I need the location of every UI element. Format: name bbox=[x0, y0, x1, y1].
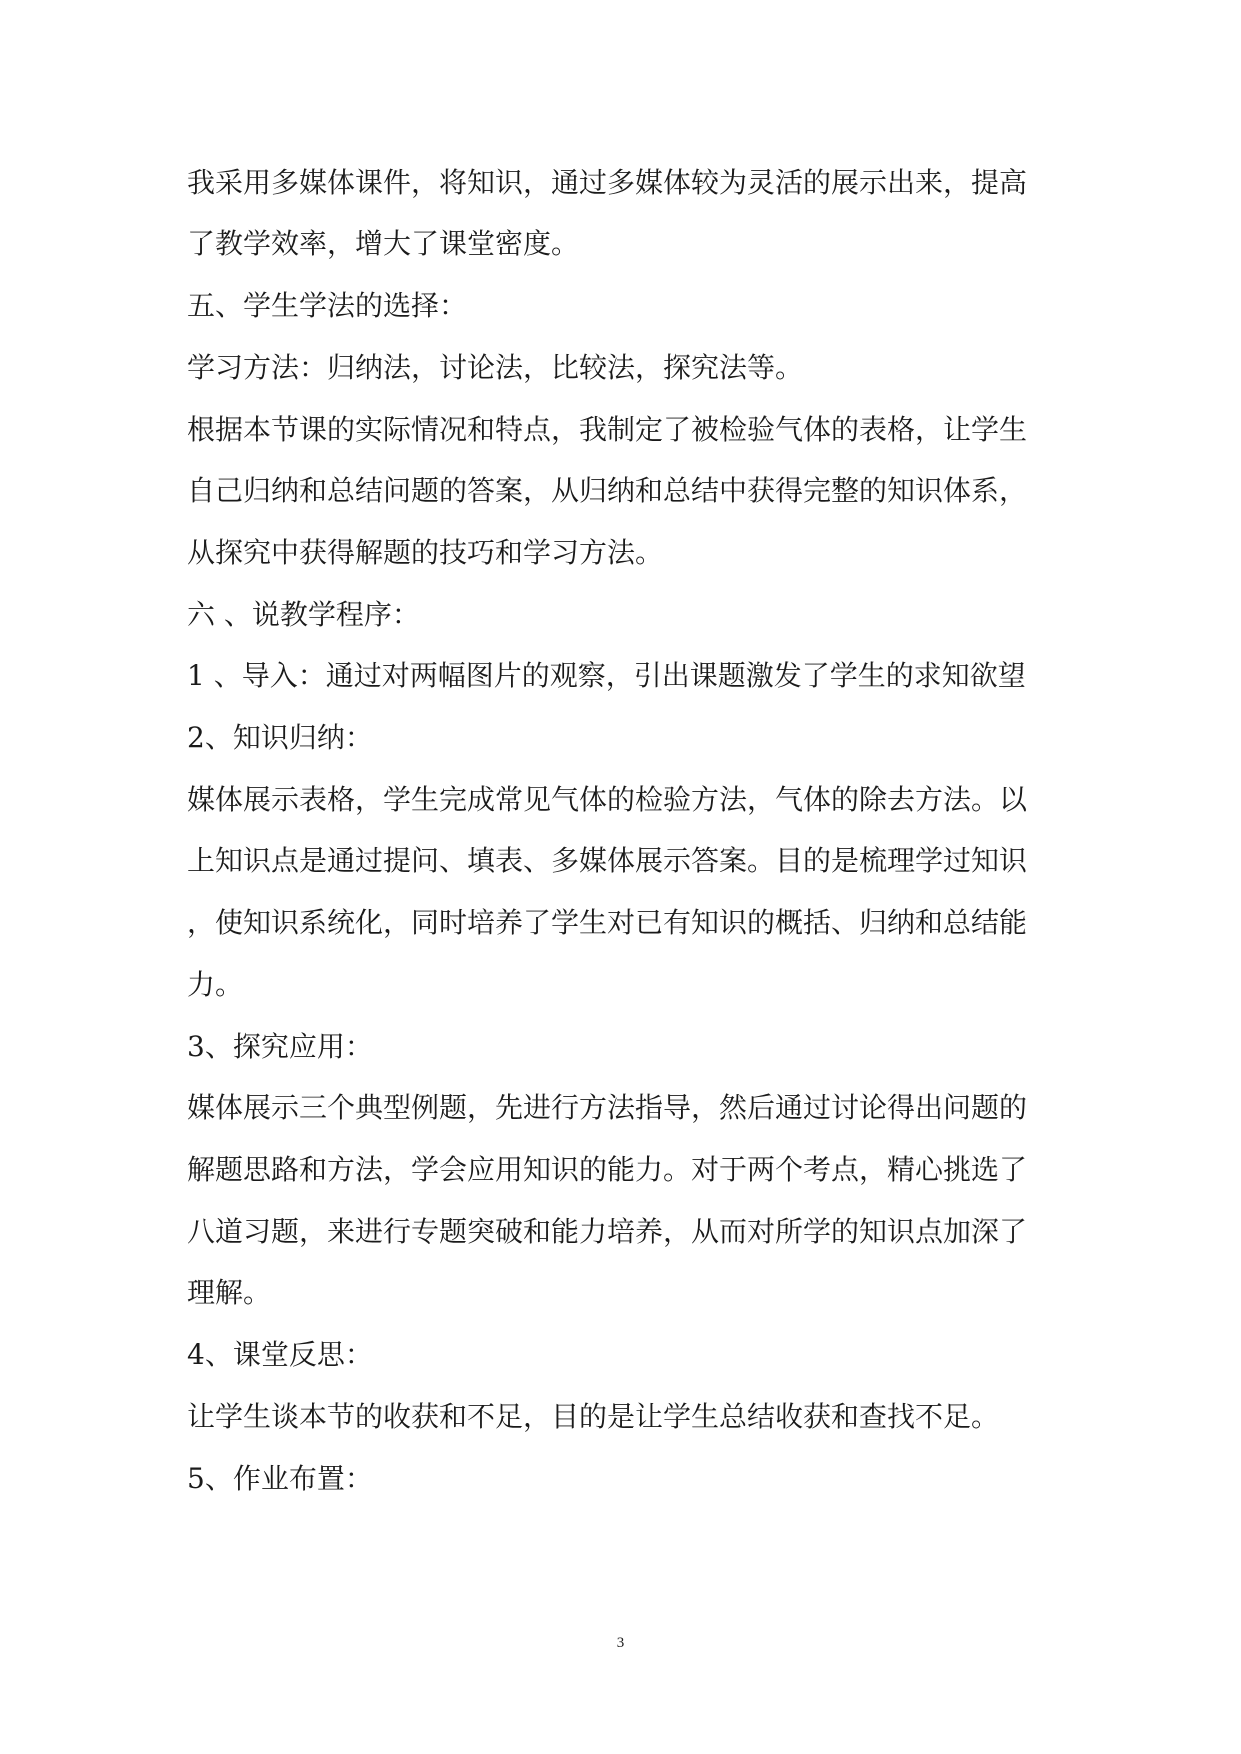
subsection-heading: 3、探究应用： bbox=[187, 1030, 373, 1063]
text-line: 媒体展示表格，学生完成常见气体的检验方法，气体的除去方法。以 bbox=[187, 783, 1028, 816]
text-line: 媒体展示三个典型例题，先进行方法指导，然后通过讨论得出问题的 bbox=[187, 1091, 1028, 1124]
text-line: 理解。 bbox=[187, 1276, 272, 1309]
text-line: ，使知识系统化，同时培养了学生对已有知识的概括、归纳和总结能 bbox=[187, 906, 1028, 939]
text-line: 力。 bbox=[187, 968, 244, 1001]
text-line: 让学生谈本节的收获和不足，目的是让学生总结收获和查找不足。 bbox=[187, 1400, 1000, 1433]
subsection-heading: 4、课堂反思： bbox=[187, 1338, 373, 1371]
text-line: 我采用多媒体课件，将知识，通过多媒体较为灵活的展示出来，提高 bbox=[187, 166, 1028, 199]
text-line: 八道习题，来进行专题突破和能力培养，从而对所学的知识点加深了 bbox=[187, 1215, 1028, 1248]
text-line: 学习方法：归纳法，讨论法，比较法，探究法等。 bbox=[187, 351, 804, 384]
text-line: 解题思路和方法，学会应用知识的能力。对于两个考点，精心挑选了 bbox=[187, 1153, 1028, 1186]
text-line: 自己归纳和总结问题的答案，从归纳和总结中获得完整的知识体系， bbox=[187, 474, 1028, 507]
section-heading: 六 、说教学程序： bbox=[187, 598, 420, 631]
subsection-heading: 2、知识归纳： bbox=[187, 721, 373, 754]
subsection-heading: 5、作业布置： bbox=[187, 1462, 373, 1495]
text-line: 从探究中获得解题的技巧和学习方法。 bbox=[187, 536, 664, 569]
text-line: 上知识点是通过提问、填表、多媒体展示答案。目的是梳理学过知识 bbox=[187, 844, 1028, 877]
section-heading: 五、学生学法的选择： bbox=[187, 289, 468, 322]
text-line: 根据本节课的实际情况和特点，我制定了被检验气体的表格，让学生 bbox=[187, 413, 1028, 446]
page-number: 3 bbox=[616, 1635, 625, 1651]
text-line: 1 、导入：通过对两幅图片的观察，引出课题激发了学生的求知欲望 bbox=[187, 659, 1026, 692]
text-line: 了教学效率，增大了课堂密度。 bbox=[187, 227, 580, 260]
